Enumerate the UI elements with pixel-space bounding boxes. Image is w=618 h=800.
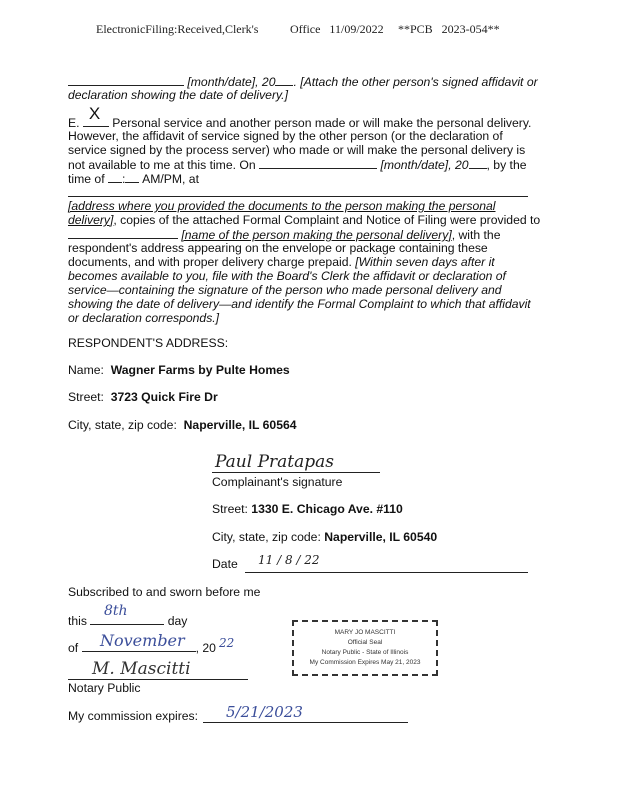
complainant-signature-label: Complainant's signature <box>212 475 343 489</box>
blank-minute <box>125 171 139 183</box>
complainant-city-value: Naperville, IL 60540 <box>324 530 438 544</box>
para-f-line8: showing the date of delivery—and identify the Formal Complaint to which that affidavit <box>68 297 531 311</box>
para-f-line3: [name of the person making the personal delivery], with the <box>68 227 500 243</box>
respondent-name: Name: Wagner Farms by Pulte Homes <box>68 363 290 377</box>
blank-month-date <box>68 74 184 86</box>
para-f-line9: or declaration corresponds.] <box>68 311 220 325</box>
signature-line <box>212 472 380 473</box>
para-e-line4: not available to me at this time. On [month/date], 20 , by the <box>68 158 527 172</box>
option-e-checkbox[interactable] <box>83 104 109 127</box>
blank-delivery-date <box>259 157 377 169</box>
year-value: 22 <box>219 636 235 650</box>
seal-state: Notary Public - State of Illinois <box>321 649 409 656</box>
para-f-line7: service—containing the signature of the person who made personal delivery and <box>68 283 502 297</box>
para-f-line4: respondent's address appearing on the envelope or package containing these <box>68 241 488 255</box>
para-e-line1: E. X Personal service and another person made or will make the personal delivery. <box>68 104 532 130</box>
respondent-street: Street: 3723 Quick Fire Dr <box>68 390 218 404</box>
blank-delivery-year <box>469 157 487 169</box>
para-f-line2: delivery], copies of the attached Formal Complaint and Notice of Filing were provided to <box>68 213 541 227</box>
seal-expiry: My Commission Expires May 21, 2023 <box>309 659 421 666</box>
complainant-city: City, state, zip code: Naperville, IL 60540 <box>212 530 438 544</box>
seal-title: Official Seal <box>347 639 383 646</box>
blank-hour <box>108 171 122 183</box>
para-d-line1: [month/date], 20 . [Attach the other person's signed affidavit or <box>68 74 538 90</box>
filing-stamp-date: Office 11/09/2022 <box>290 22 384 36</box>
day-value: 8th <box>104 603 128 619</box>
filing-stamp-case: **PCB 2023-054** <box>398 22 500 36</box>
para-f-line1: [address where you provided the documents to the person making the personal <box>68 199 496 213</box>
notary-signature: M. Mascitti <box>92 659 191 679</box>
date-label: Date <box>212 557 238 571</box>
para-f-line5: documents, and with proper delivery charge prepaid. [Within seven days after it <box>68 255 495 269</box>
respondent-name-value: Wagner Farms by Pulte Homes <box>110 363 290 377</box>
commission-expires-value: 5/21/2023 <box>226 703 303 721</box>
address-blank-line <box>68 196 528 197</box>
blank-delivery-person <box>68 227 178 239</box>
respondent-street-value: 3723 Quick Fire Dr <box>110 390 218 404</box>
seal-name: MARY JO MASCITTI <box>334 629 396 636</box>
checkmark-icon: X <box>88 104 101 123</box>
month-value: November <box>100 631 185 650</box>
respondent-heading: RESPONDENT'S ADDRESS: <box>68 336 229 350</box>
para-e-line3: service signed by the process server) who made or will make the personal delivery is <box>68 143 526 157</box>
sworn-statement: Subscribed to and sworn before me <box>68 585 261 599</box>
blank-year <box>275 74 293 86</box>
notary-day-line: this day <box>68 614 188 628</box>
respondent-city-value: Naperville, IL 60564 <box>183 418 297 432</box>
commission-expires-label: My commission expires: <box>68 709 199 723</box>
date-value: 11 / 8 / 22 <box>258 553 320 567</box>
notary-seal <box>292 620 438 676</box>
complainant-street-value: 1330 E. Chicago Ave. #110 <box>251 502 403 516</box>
para-f-line6: becomes available to you, file with the Board's Clerk the affidavit or declaration of <box>68 269 506 283</box>
notary-public-label: Notary Public <box>68 681 141 695</box>
notary-month-line: of , 20 <box>68 641 216 655</box>
complainant-signature: Paul Pratapas <box>215 452 335 472</box>
filing-stamp-left: ElectronicFiling:Received,Clerk's <box>96 22 259 36</box>
para-e-line2: However, the affidavit of service signed by the other person (or the declaration of <box>68 129 503 143</box>
para-e-line5: time of : AM/PM, at <box>68 172 199 186</box>
commission-expires-line <box>203 722 408 723</box>
notary-signature-line <box>68 679 248 680</box>
para-d-line2: declaration showing the date of delivery.] <box>68 88 288 102</box>
respondent-city: City, state, zip code: Naperville, IL 60564 <box>68 418 297 432</box>
date-line <box>245 572 528 573</box>
complainant-street: Street: 1330 E. Chicago Ave. #110 <box>212 502 403 516</box>
